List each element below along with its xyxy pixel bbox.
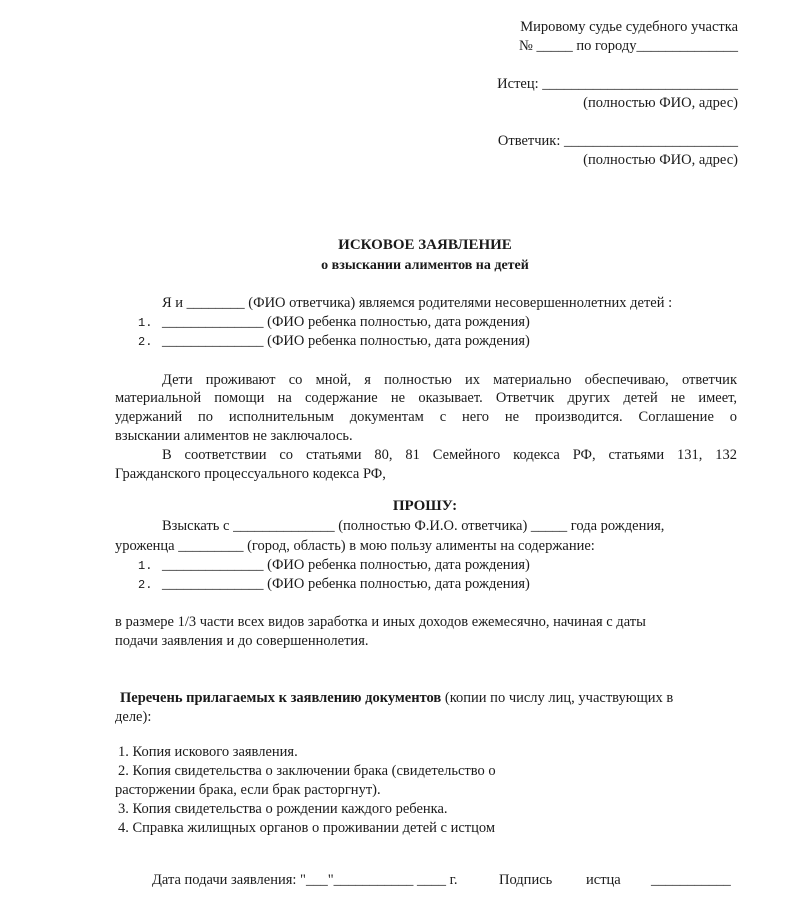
attachment-item: 1. Копия искового заявления. — [118, 744, 298, 760]
list-number: 1. — [138, 559, 153, 573]
list-number: 2. — [138, 578, 153, 592]
child-entry: ______________ (ФИО ребенка полностью, дата рождения) — [162, 333, 530, 349]
request-heading: ПРОШУ: — [392, 498, 458, 514]
attachment-item: 4. Справка жилищных органов о проживании детей с истцом — [118, 820, 496, 836]
paragraph-line: Дети проживают со мной, я полностью их материально обеспечиваю, ответчик — [162, 372, 737, 388]
request-line-1: Взыскать с ______________ (полностью Ф.И.О. ответчика) _____ года рождения, — [162, 518, 665, 534]
paragraph-line: Гражданского процессуального кодекса РФ, — [115, 466, 386, 482]
paragraph-line: взыскании алиментов не заключалось. — [115, 428, 353, 444]
attachments-heading — [120, 689, 673, 708]
plaintiff-hint: (полностью ФИО, адрес) — [583, 95, 738, 111]
intro-line: Я и ________ (ФИО ответчика) являемся родителями несовершеннолетних детей : — [162, 295, 673, 311]
child-entry: ______________ (ФИО ребенка полностью, дата рождения) — [162, 557, 530, 573]
list-number: 1. — [138, 316, 153, 330]
list-number: 2. — [138, 335, 153, 349]
attachments-heading-line-2: деле): — [115, 709, 152, 725]
child-entry: ______________ (ФИО ребенка полностью, дата рождения) — [162, 314, 530, 330]
intro-child-2 — [138, 332, 530, 352]
request-child-2 — [138, 575, 530, 595]
child-entry: ______________ (ФИО ребенка полностью, дата рождения) — [162, 576, 530, 592]
intro-child-1 — [138, 313, 530, 333]
attachment-item: 3. Копия свидетельства о рождении каждого ребенка. — [118, 801, 448, 817]
signature-line: ___________ — [651, 872, 731, 888]
attachments-heading-rest: (копии по числу лиц, участвующих в — [441, 690, 674, 706]
attachment-item: 2. Копия свидетельства о заключении брака (свидетельство о — [118, 763, 496, 779]
defendant-hint: (полностью ФИО, адрес) — [583, 152, 738, 168]
defendant-line: Ответчик: ________________________ — [497, 133, 738, 149]
amount-line-1: в размере 1/3 части всех видов заработка и иных доходов ежемесячно, начиная с даты — [115, 614, 646, 630]
addressee-line-2: № _____ по городу______________ — [518, 38, 738, 54]
document-title: ИСКОВОЕ ЗАЯВЛЕНИЕ — [338, 237, 512, 253]
document-subtitle: о взыскании алиментов на детей — [321, 258, 529, 273]
request-child-1 — [138, 556, 530, 576]
filing-date: Дата подачи заявления: "___"___________ ____ г. — [152, 872, 458, 888]
request-line-2: уроженца _________ (город, область) в мою пользу алименты на содержание: — [115, 538, 595, 554]
plaintiff-line: Истец: ___________________________ — [497, 76, 738, 92]
addressee-line-1: Мировому судье судебного участка — [520, 19, 738, 35]
paragraph-line: В соответствии со статьями 80, 81 Семейного кодекса РФ, статьями 131, 132 — [162, 447, 737, 463]
amount-line-2: подачи заявления и до совершеннолетия. — [115, 633, 369, 649]
paragraph-line: материальной помощи на содержание не оказывает. Ответчик других детей не имеет, — [115, 390, 737, 406]
signature-label: Подпись — [499, 872, 553, 888]
attachment-item: расторжении брака, если брак расторгнут). — [115, 782, 381, 798]
attachments-heading-bold: Перечень прилагаемых к заявлению документов — [120, 690, 442, 706]
plaintiff-word: истца — [586, 872, 621, 888]
paragraph-line: удержаний по исполнительным документам с него не производится. Соглашение о — [115, 409, 737, 425]
